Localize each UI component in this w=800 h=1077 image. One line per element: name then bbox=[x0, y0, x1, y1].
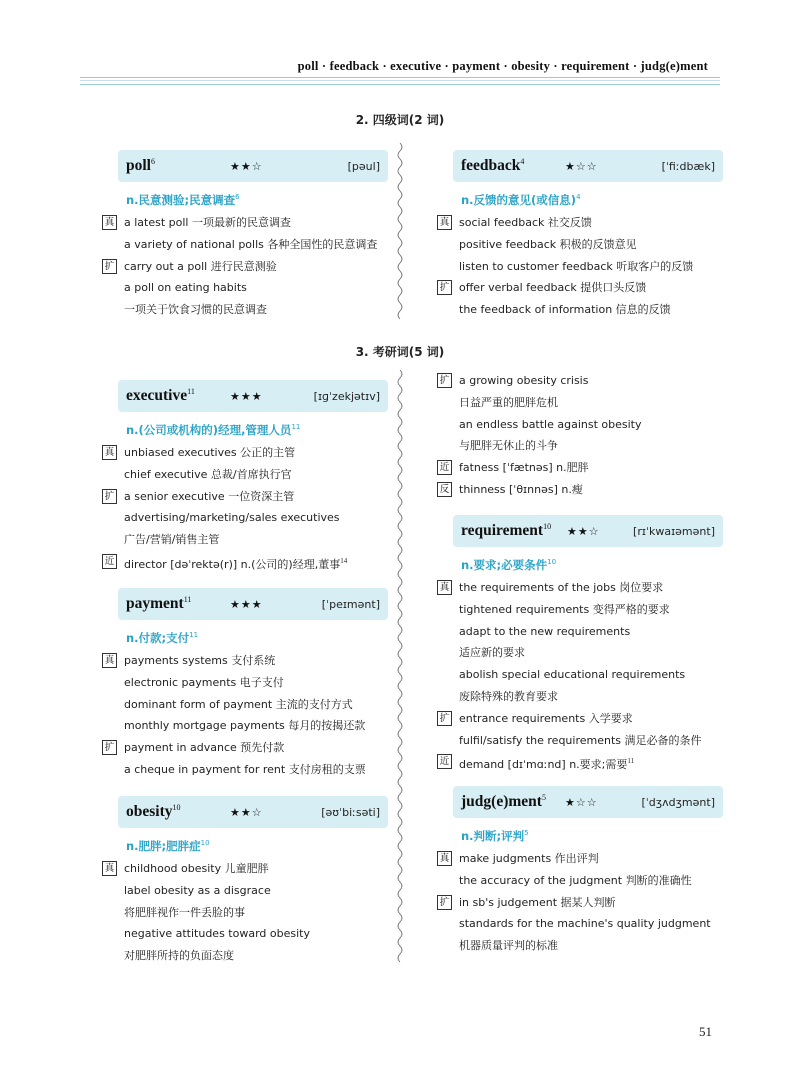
headword: payment$^{11}$ bbox=[126, 594, 192, 613]
tag-synonym: 近 bbox=[437, 460, 452, 475]
example-line: 真 unbiased executives 公正的主管 bbox=[94, 442, 388, 464]
tag-real-exam: 真 bbox=[102, 445, 117, 460]
example-line: an endless battle against obesity bbox=[459, 417, 642, 431]
difficulty-stars: ★☆☆ bbox=[565, 159, 598, 173]
example-line: standards for the machine's quality judgment bbox=[459, 917, 711, 931]
example-line: 扩 payment in advance 预先付款 bbox=[94, 737, 388, 759]
section-title-cet4: 2. 四级词(2 词) bbox=[355, 113, 445, 127]
tag-extended: 扩 bbox=[102, 740, 117, 755]
tag-extended: 扩 bbox=[437, 280, 452, 295]
tag-real-exam: 真 bbox=[437, 580, 452, 595]
column-divider-top bbox=[395, 143, 405, 323]
example-line: 真 payments systems 支付系统 bbox=[94, 650, 388, 672]
entry-obesity bbox=[104, 796, 388, 967]
phonetic: [rɪˈkwaɪəmənt] bbox=[633, 524, 715, 538]
tag-extended: 扩 bbox=[437, 711, 452, 726]
difficulty-stars: ★★☆ bbox=[230, 805, 263, 819]
entry-poll bbox=[104, 150, 388, 321]
example-line: 广告/营销/销售主管 bbox=[124, 533, 220, 547]
example-line: 真 make judgments 作出评判 bbox=[429, 848, 723, 870]
example-line: 扩 a growing obesity crisis bbox=[429, 370, 723, 392]
example-line: tightened requirements 变得严格的要求 bbox=[459, 602, 670, 616]
example-line: electronic payments 电子支付 bbox=[124, 675, 284, 689]
headword: poll$^6$ bbox=[126, 156, 155, 175]
example-line: 与肥胖无休止的斗争 bbox=[459, 439, 558, 453]
part-of-speech: n.付款;支付$^{11}$ bbox=[126, 631, 199, 645]
example-line: positive feedback 积极的反馈意见 bbox=[459, 237, 637, 251]
example-line: 日益严重的肥胖危机 bbox=[459, 395, 558, 409]
example-line: the feedback of information 信息的反馈 bbox=[459, 303, 671, 317]
example-line: listen to customer feedback 听取客户的反馈 bbox=[459, 259, 694, 273]
phonetic: [pəul] bbox=[347, 159, 380, 173]
word-header-box bbox=[453, 786, 723, 818]
tag-real-exam: 真 bbox=[437, 851, 452, 866]
example-line: 对肥胖所持的负面态度 bbox=[124, 949, 234, 963]
example-line: 一项关于饮食习惯的民意调查 bbox=[124, 303, 267, 317]
part-of-speech: n.反馈的意见(或信息)$^4$ bbox=[461, 193, 581, 207]
tag-extended: 扩 bbox=[102, 489, 117, 504]
example-line: 废除特殊的教育要求 bbox=[459, 689, 558, 703]
example-line: 扩 entrance requirements 入学要求 bbox=[429, 708, 723, 730]
example-line: a variety of national polls 各种全国性的民意调查 bbox=[124, 237, 378, 251]
entry-executive bbox=[104, 380, 388, 576]
page-number: 51 bbox=[699, 1024, 712, 1039]
example-line: fulfil/satisfy the requirements 满足必备的条件 bbox=[459, 733, 702, 747]
example-line: the accuracy of the judgment 判断的准确性 bbox=[459, 873, 692, 887]
column-divider-bottom bbox=[395, 370, 405, 970]
tag-real-exam: 真 bbox=[102, 653, 117, 668]
example-line: abolish special educational requirements bbox=[459, 668, 686, 682]
phonetic: [əʊˈbiːsəti] bbox=[321, 805, 380, 819]
tag-real-exam: 真 bbox=[437, 215, 452, 230]
entry-payment bbox=[104, 588, 388, 781]
example-line: a poll on eating habits bbox=[124, 281, 247, 295]
difficulty-stars: ★★★ bbox=[230, 597, 263, 611]
tag-synonym: 近 bbox=[102, 554, 117, 569]
synonym-line: 近 director [dəˈrektə(r)] n.(公司的)经理,董事$^{14}$ bbox=[94, 551, 388, 576]
example-line: 扩 offer verbal feedback 提供口头反馈 bbox=[429, 277, 723, 299]
part-of-speech: n.民意测验;民意调查$^6$ bbox=[126, 193, 240, 207]
difficulty-stars: ★★★ bbox=[230, 389, 263, 403]
example-line: 真 social feedback 社交反馈 bbox=[429, 212, 723, 234]
example-line: 扩 a senior executive 一位资深主管 bbox=[94, 486, 388, 508]
word-header-box bbox=[118, 380, 388, 412]
example-line: label obesity as a disgrace bbox=[124, 883, 271, 897]
phonetic: [ɪɡˈzekjətɪv] bbox=[313, 389, 380, 403]
example-line: 机器质量评判的标准 bbox=[459, 939, 558, 953]
example-line: 适应新的要求 bbox=[459, 646, 525, 660]
part-of-speech: n.要求;必要条件$^{10}$ bbox=[461, 558, 557, 572]
synonym-line: 近 demand [dɪˈmɑːnd] n.要求;需要$^{11}$ bbox=[429, 751, 723, 776]
synonym-line: 近 fatness [ˈfætnəs] n.肥胖 bbox=[429, 457, 723, 479]
phonetic: [ˈdʒʌdʒmənt] bbox=[641, 795, 715, 809]
entry-feedback bbox=[439, 150, 723, 321]
phonetic: [ˈfiːdbæk] bbox=[661, 159, 715, 173]
example-line: a cheque in payment for rent 支付房租的支票 bbox=[124, 762, 366, 776]
headword: executive$^{11}$ bbox=[126, 386, 195, 405]
word-header-box bbox=[118, 588, 388, 620]
example-line: advertising/marketing/sales executives bbox=[124, 511, 340, 525]
tag-extended: 扩 bbox=[437, 373, 452, 388]
example-line: dominant form of payment 主流的支付方式 bbox=[124, 697, 353, 711]
tag-synonym: 近 bbox=[437, 754, 452, 769]
example-line: chief executive 总裁/首席执行官 bbox=[124, 467, 292, 481]
phonetic: [ˈpeɪmənt] bbox=[321, 597, 380, 611]
entry-requirement bbox=[439, 515, 723, 776]
example-line: 扩 carry out a poll 进行民意测验 bbox=[94, 256, 388, 278]
part-of-speech: n.肥胖;肥胖症$^{10}$ bbox=[126, 839, 210, 853]
headword: obesity$^{10}$ bbox=[126, 802, 181, 821]
part-of-speech: n.(公司或机构的)经理,管理人员$^{11}$ bbox=[126, 423, 301, 437]
part-of-speech: n.判断;评判$^5$ bbox=[461, 829, 529, 843]
word-header-box bbox=[453, 515, 723, 547]
antonym-line: 反 thinness [ˈθɪnnəs] n.瘦 bbox=[429, 479, 723, 501]
example-line: adapt to the new requirements bbox=[459, 624, 631, 638]
example-line: 真 childhood obesity 儿童肥胖 bbox=[94, 858, 388, 880]
example-line: monthly mortgage payments 每月的按揭还款 bbox=[124, 719, 366, 733]
word-header-box bbox=[118, 150, 388, 182]
example-line: 真 a latest poll 一项最新的民意调查 bbox=[94, 212, 388, 234]
header-rule bbox=[80, 77, 720, 85]
example-line: 扩 in sb's judgement 据某人判断 bbox=[429, 892, 723, 914]
section-title-kaoyan: 3. 考研词(5 词) bbox=[355, 345, 445, 359]
tag-extended: 扩 bbox=[437, 895, 452, 910]
tag-extended: 扩 bbox=[102, 259, 117, 274]
entry-judgement bbox=[439, 786, 723, 957]
headword: feedback$^4$ bbox=[461, 156, 525, 175]
difficulty-stars: ★☆☆ bbox=[565, 795, 598, 809]
tag-real-exam: 真 bbox=[102, 861, 117, 876]
tag-real-exam: 真 bbox=[102, 215, 117, 230]
running-header-title: poll · feedback · executive · payment · obesity · requirement · judg(e)ment bbox=[297, 59, 708, 73]
example-line: 将肥胖视作一件丢脸的事 bbox=[124, 905, 245, 919]
tag-antonym: 反 bbox=[437, 482, 452, 497]
word-header-box bbox=[453, 150, 723, 182]
headword: requirement$^{10}$ bbox=[461, 521, 552, 540]
headword: judg(e)ment$^5$ bbox=[461, 792, 546, 811]
difficulty-stars: ★★☆ bbox=[567, 524, 600, 538]
example-line: 真 the requirements of the jobs 岗位要求 bbox=[429, 577, 723, 599]
entry-obesity-continued bbox=[439, 370, 723, 501]
word-header-box bbox=[118, 796, 388, 828]
example-line: negative attitudes toward obesity bbox=[124, 927, 310, 941]
difficulty-stars: ★★☆ bbox=[230, 159, 263, 173]
